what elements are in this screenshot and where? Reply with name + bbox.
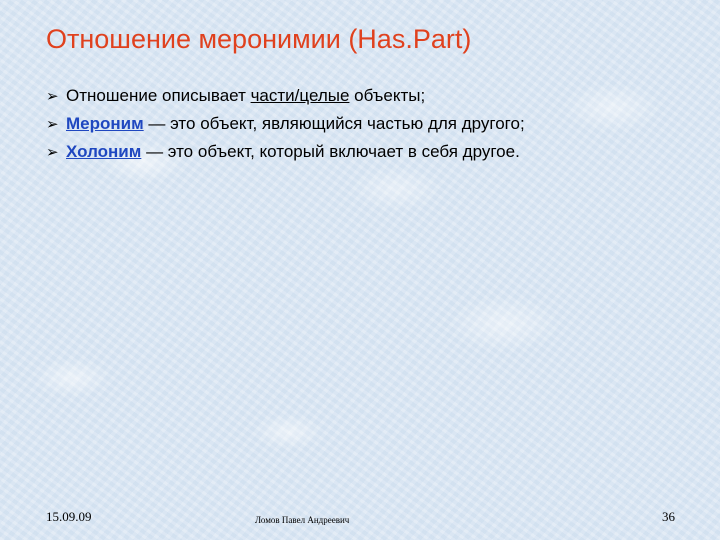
term-holonym[interactable]: Холоним — [66, 142, 142, 161]
bullet-item-2 — [46, 110, 525, 138]
bullet-text-pre: Отношение описывает — [66, 86, 251, 105]
footer-author: Ломов Павел Андреевич — [255, 515, 350, 525]
term-meronym[interactable]: Мероним — [66, 114, 144, 133]
arrow-bullet-icon: ➢ — [46, 88, 59, 105]
arrow-bullet-icon: ➢ — [46, 144, 59, 161]
slide-title: Отношение меронимии (Has.Part) — [46, 24, 472, 54]
page-number: 36 — [662, 509, 675, 524]
bullet-item-1 — [46, 82, 525, 110]
bullet-item-3 — [46, 138, 525, 166]
bullet-text-1 — [66, 82, 425, 109]
arrow-bullet-icon: ➢ — [46, 116, 59, 133]
bullet-text-rest: — это объект, который включает в себя другое. — [141, 142, 520, 161]
bullet-text-post: объекты; — [349, 86, 426, 105]
bullet-link-parts-whole[interactable]: части/целые — [250, 86, 350, 105]
bullet-list — [46, 82, 525, 166]
bullet-text-2 — [66, 110, 525, 137]
bullet-text-3 — [66, 138, 520, 165]
bullet-text-rest: — это объект, являющийся частью для другого; — [143, 114, 525, 133]
footer-date: 15.09.09 — [46, 509, 92, 524]
